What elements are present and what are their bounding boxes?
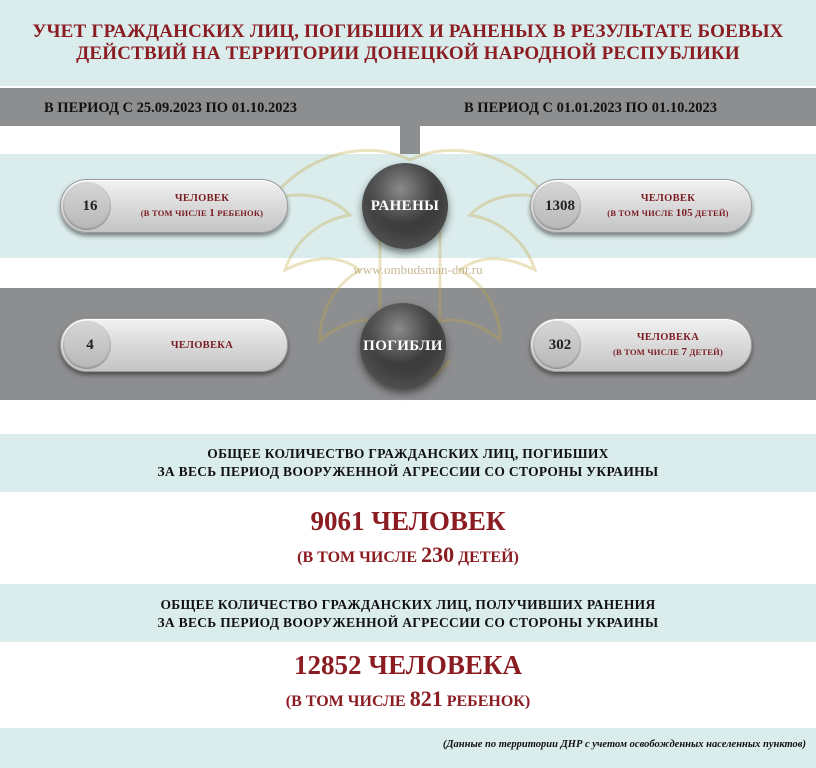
website-watermark: www.ombudsman-dnr.ru: [353, 262, 483, 277]
wounded-year-sub: (В ТОМ ЧИСЛЕ 105 ДЕТЕЙ): [607, 207, 729, 219]
total-killed-value: 9061 ЧЕЛОВЕК: [310, 506, 506, 536]
period-left-label: В ПЕРИОД С 25.09.2023 ПО 01.10.2023: [44, 100, 297, 116]
title-line-1: УЧЕТ ГРАЖДАНСКИХ ЛИЦ, ПОГИБШИХ И РАНЕНЫХ В РЕЗУЛЬТАТЕ БОЕВЫХ: [32, 21, 784, 42]
killed-year-sub: (В ТОМ ЧИСЛЕ 7 ДЕТЕЙ): [613, 346, 723, 358]
total-wounded-value: 12852 ЧЕЛОВЕКА: [294, 650, 522, 680]
title-line-2: ДЕЙСТВИЙ НА ТЕРРИТОРИИ ДОНЕЦКОЙ НАРОДНОЙ РЕСПУБЛИКИ: [76, 43, 740, 64]
footnote: (Данные по территории ДНР с учетом освобожденных населенных пунктов): [442, 739, 806, 750]
total-killed-heading: ОБЩЕЕ КОЛИЧЕСТВО ГРАЖДАНСКИХ ЛИЦ, ПОГИБШИХ ЗА ВЕСЬ ПЕРИОД ВООРУЖЕННОЙ АГРЕССИИ СО СТОРОНЫ УКРАИНЫ: [157, 446, 659, 479]
wounded-year-pill: [530, 179, 752, 233]
killed-year-main: ЧЕЛОВЕКА: [636, 332, 700, 343]
page-title: [0, 0, 816, 86]
wounded-period-number: 16: [82, 198, 98, 214]
killed-period-number: 4: [86, 337, 94, 353]
killed-label-badge: ПОГИБЛИ: [360, 303, 446, 389]
killed-period-pill: [60, 318, 288, 372]
wounded-year-number: 1308: [545, 198, 575, 214]
killed-year-pill: [530, 318, 752, 372]
period-right-label: В ПЕРИОД С 01.01.2023 ПО 01.10.2023: [464, 100, 717, 116]
wounded-period-sub: (В ТОМ ЧИСЛЕ 1 РЕБЕНОК): [140, 207, 264, 219]
total-killed-sub: (В ТОМ ЧИСЛЕ 230 ДЕТЕЙ): [297, 542, 519, 567]
total-wounded-sub: (В ТОМ ЧИСЛЕ 821 РЕБЕНОК): [285, 686, 531, 711]
wounded-year-main: ЧЕЛОВЕК: [640, 193, 696, 204]
killed-period-main: ЧЕЛОВЕКА: [170, 339, 234, 351]
wounded-period-pill: [60, 179, 288, 233]
killed-year-number: 302: [548, 337, 572, 353]
wounded-period-main: ЧЕЛОВЕК: [174, 193, 230, 204]
wounded-label-badge: РАНЕНЫ: [362, 163, 448, 249]
total-wounded-heading: ОБЩЕЕ КОЛИЧЕСТВО ГРАЖДАНСКИХ ЛИЦ, ПОЛУЧИВШИХ РАНЕНИЯ ЗА ВЕСЬ ПЕРИОД ВООРУЖЕННОЙ АГРЕССИИ СО СТОРОНЫ УКРАИНЫ: [157, 597, 659, 630]
